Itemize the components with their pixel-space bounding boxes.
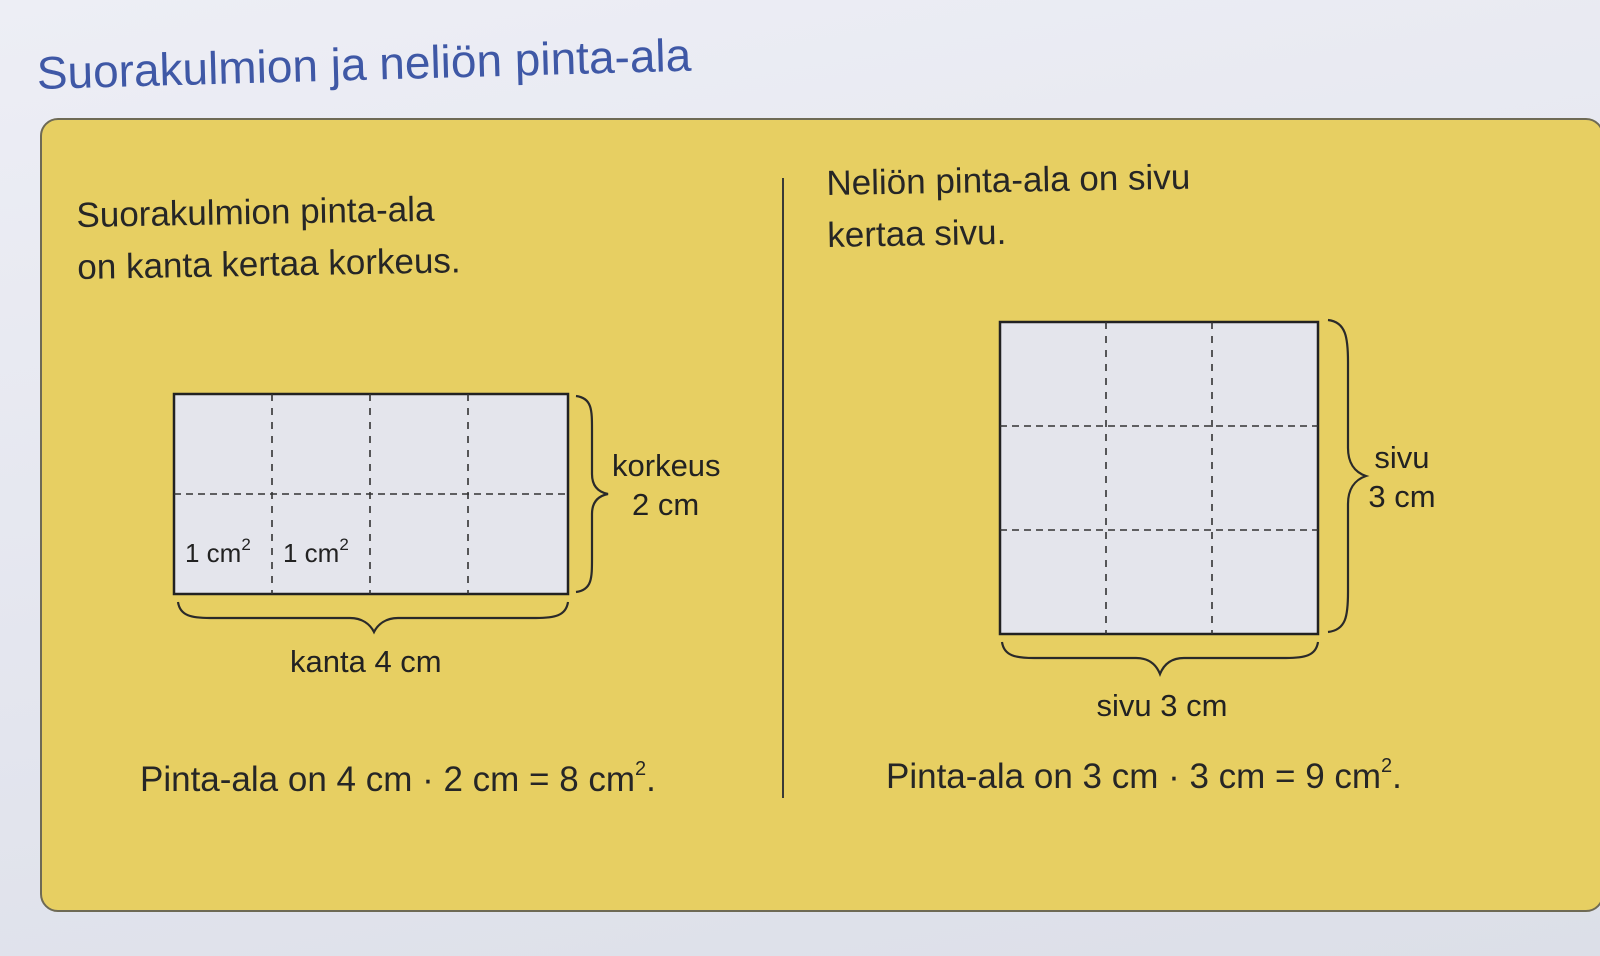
square-base-label: sivu 3 cm [1096, 688, 1228, 723]
base-brace [178, 602, 568, 632]
square-shape [1000, 322, 1318, 634]
rectangle-formula [140, 758, 656, 800]
rectangle-figure [174, 394, 721, 679]
rectangle-definition-line2: on kanta kertaa korkeus. [77, 241, 461, 287]
square-definition-line2: kertaa sivu. [827, 212, 1007, 255]
side-brace [1328, 320, 1366, 632]
rectangle-formula-exponent: 2 [635, 758, 647, 780]
height-label: korkeus [612, 448, 721, 483]
side-label: sivu [1374, 440, 1430, 475]
square-formula [886, 755, 1402, 797]
height-value: 2 cm [632, 487, 700, 522]
cell-area-label-2: 1 $cm^2$ [283, 535, 349, 568]
rectangle-formula-text: Pinta-ala on 4 cm · 2 cm = 8 cm [140, 760, 636, 799]
height-brace [576, 396, 608, 592]
base-label: kanta 4 cm [290, 644, 442, 679]
cell-area-label-1: 1 $cm^2$ [185, 535, 251, 568]
side-value: 3 cm [1368, 479, 1436, 514]
rectangle-formula-end: . [646, 760, 656, 799]
page-title: Suorakulmion ja neliön pinta-ala [36, 28, 692, 99]
square-formula-end: . [1392, 757, 1402, 796]
square-definition-line1: Neliön pinta-ala on sivu [826, 157, 1191, 203]
base-brace-square [1002, 642, 1318, 674]
square-figure [1000, 320, 1436, 723]
square-formula-text: Pinta-ala on 3 cm · 3 cm = 9 cm [886, 757, 1382, 796]
square-formula-exponent: 2 [1381, 755, 1393, 777]
rectangle-definition-line1: Suorakulmion pinta-ala [76, 189, 435, 235]
